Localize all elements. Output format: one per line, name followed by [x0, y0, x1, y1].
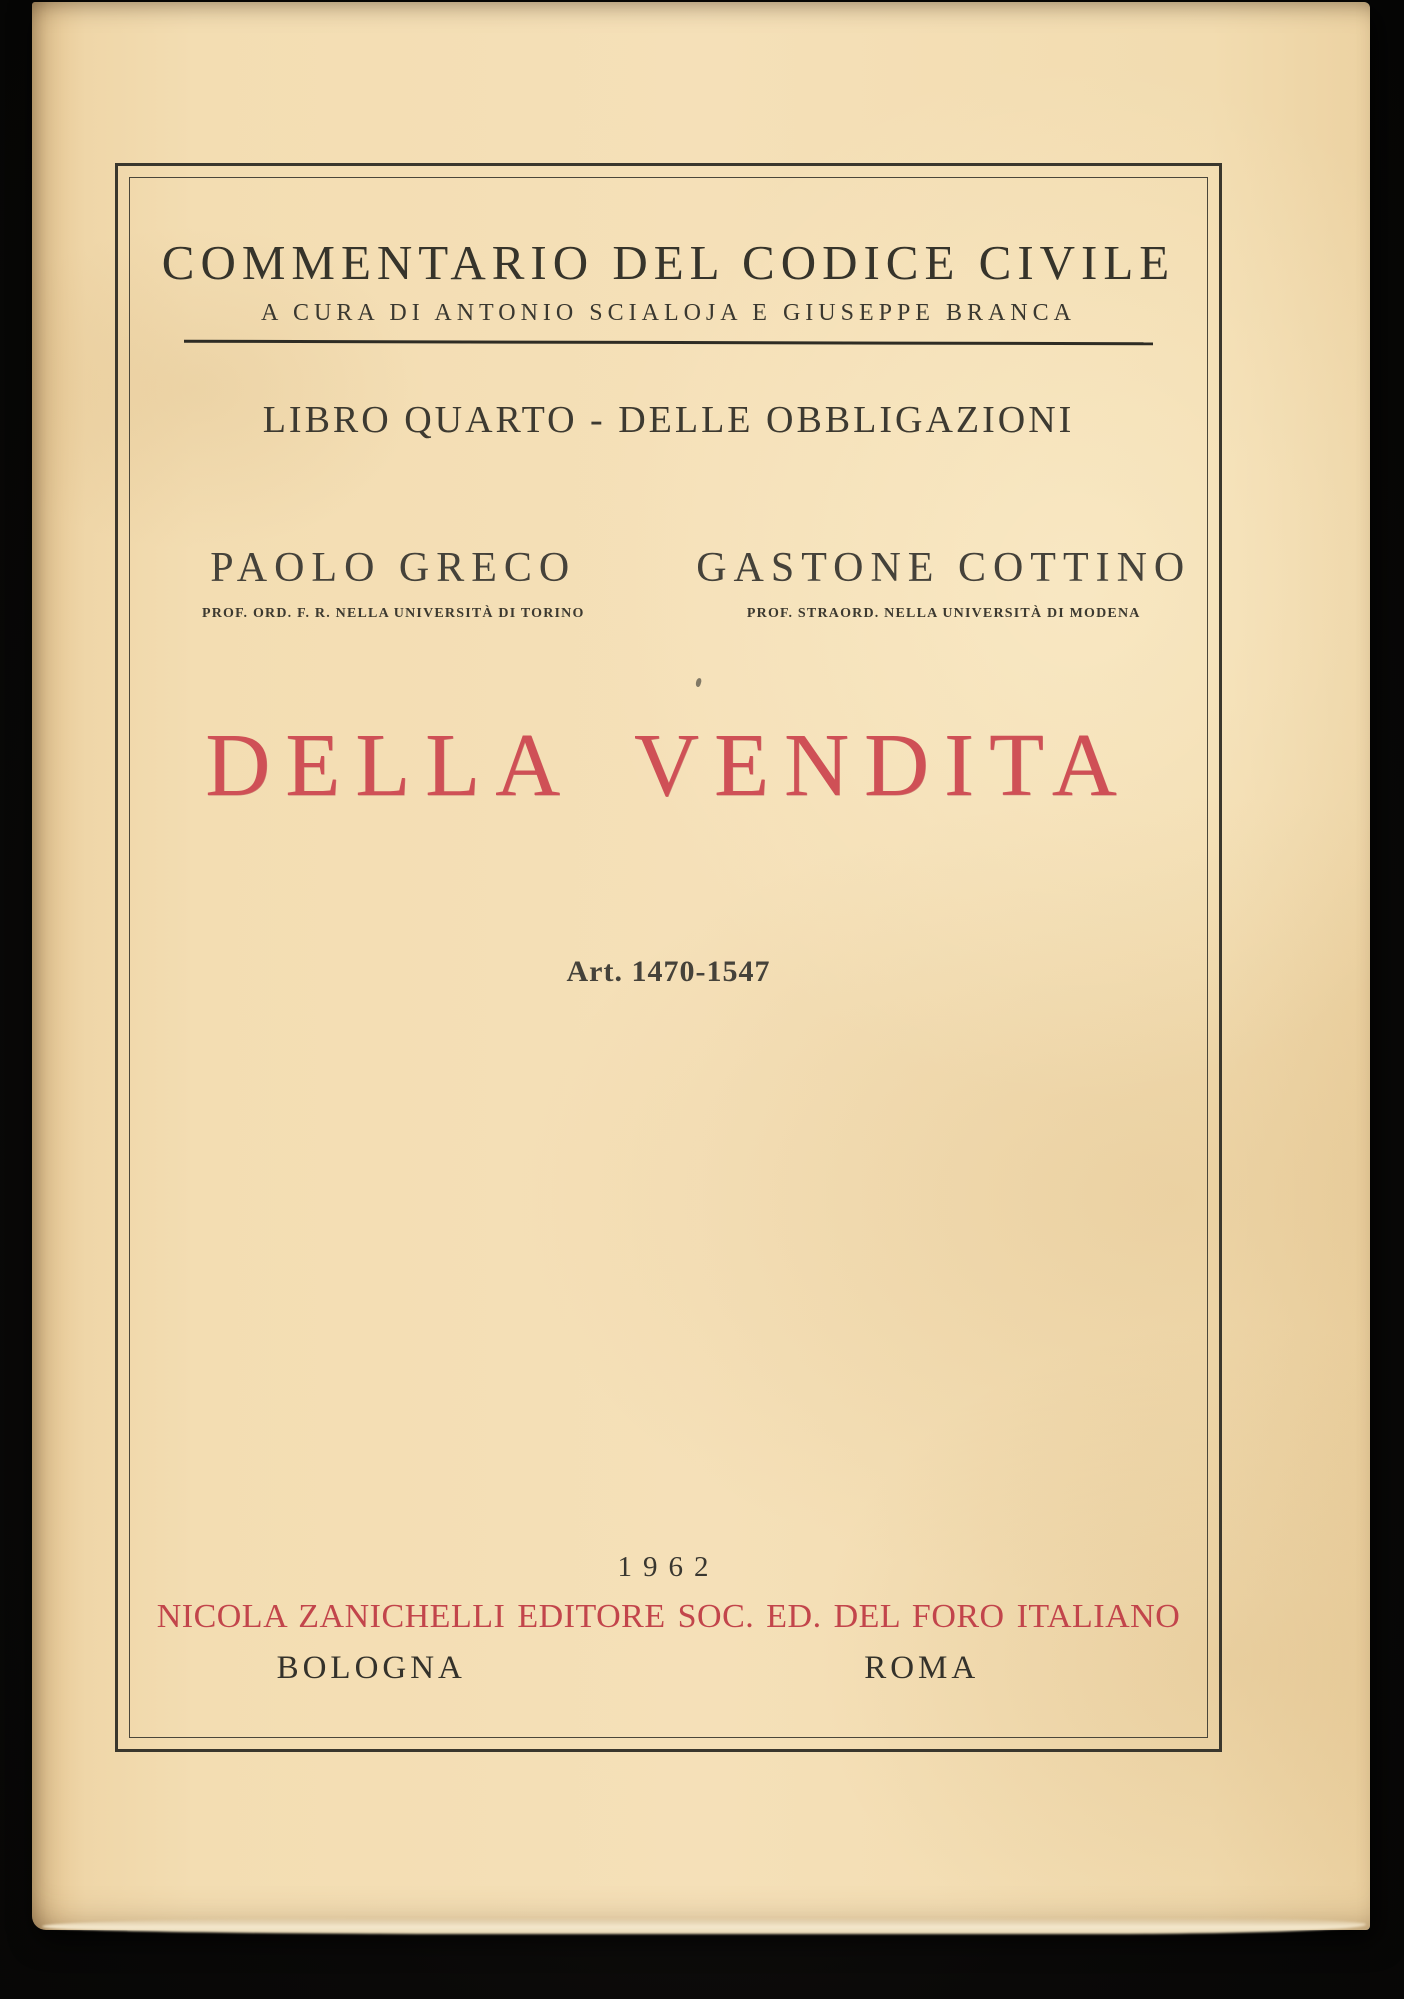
publisher-city-bologna: BOLOGNA: [276, 1650, 466, 1686]
book-cover: [32, 2, 1370, 1930]
series-title: COMMENTARIO DEL CODICE CIVILE: [161, 235, 1176, 290]
author-left-affiliation: PROF. ORD. F. R. NELLA UNIVERSITÀ DI TORINO: [201, 606, 585, 621]
cover-frame-outer: [115, 163, 1222, 1752]
author-right-name: GASTONE COTTINO: [696, 545, 1192, 591]
publisher-cities-row: [118, 1650, 1219, 1687]
series-editors: A CURA DI ANTONIO SCIALOJA E GIUSEPPE BRANCA: [261, 300, 1076, 326]
author-right: [669, 544, 1220, 622]
author-right-affiliation: PROF. STRAORD. NELLA UNIVERSITÀ DI MODENA: [746, 606, 1141, 621]
publication-year: 1962: [617, 1551, 720, 1583]
publisher-city-roma: ROMA: [864, 1650, 980, 1686]
book-subtitle: LIBRO QUARTO - DELLE OBBLIGAZIONI: [262, 399, 1075, 441]
articles-range: Art. 1470-1547: [566, 955, 771, 988]
authors-row: [118, 544, 1219, 622]
publisher-line: NICOLA ZANICHELLI EDITORE SOC. ED. DEL FORO ITALIANO: [156, 1598, 1181, 1635]
book-title: DELLA VENDITA: [205, 716, 1132, 815]
author-left-name: PAOLO GRECO: [210, 545, 577, 591]
author-left: [118, 544, 669, 622]
